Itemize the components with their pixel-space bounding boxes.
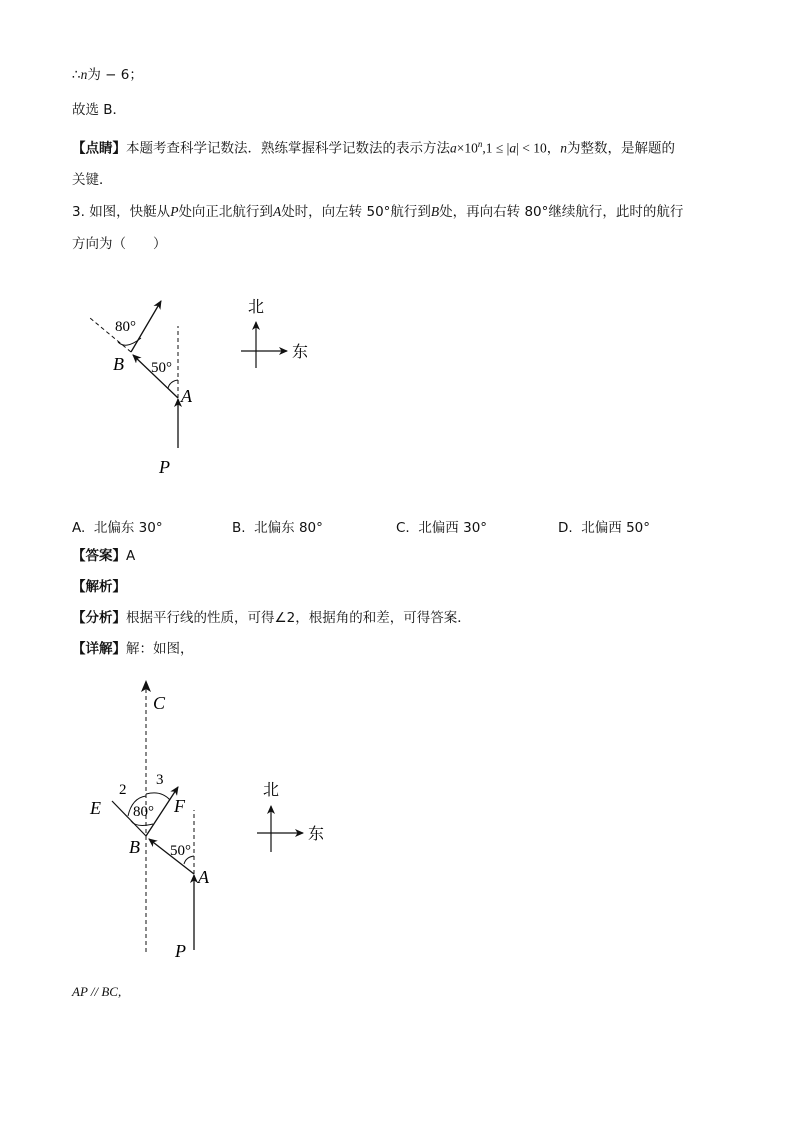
option-letter: C. xyxy=(396,520,410,536)
point-label-B: B xyxy=(129,837,140,857)
compass-1-east-label: 东 xyxy=(292,342,309,361)
point-label-B: B xyxy=(113,354,124,374)
text-line-2: 故选 B． xyxy=(72,102,127,118)
option-letter: B. xyxy=(232,520,246,536)
text-fragment: 为 − 6； xyxy=(87,67,143,83)
formula-a: a xyxy=(450,140,457,156)
question-3-line-2: 方向为（ ） xyxy=(72,236,167,252)
option-text: 北偏东 80° xyxy=(254,520,323,536)
dianjing-tag: 【点睛】 xyxy=(72,140,126,157)
answer-tag: 【答案】 xyxy=(72,548,126,564)
compass-2-east-label: 东 xyxy=(308,824,325,843)
compass-2-north-label: 北 xyxy=(263,780,280,799)
text-fragment: 处向正北航行到 xyxy=(178,204,273,220)
text-fragment: 为整数，是解题的 xyxy=(566,140,675,157)
compass-1-north-label: 北 xyxy=(248,297,265,316)
formula-end: | < 10 xyxy=(516,140,547,156)
point-label-A: A xyxy=(181,386,192,406)
angle-label-50: 50° xyxy=(151,360,172,376)
point-label-C: C xyxy=(153,693,166,713)
point-label-P: P xyxy=(159,457,170,477)
var-n: n xyxy=(80,67,88,82)
analysis-tag: 【解析】 xyxy=(72,579,126,595)
dianjing-text: 本题考查科学记数法．熟练掌握科学记数法的表示方法 xyxy=(126,140,450,157)
final-line: AP // BC, xyxy=(72,984,122,999)
text-fragment: ， xyxy=(546,140,561,157)
answer-value: A xyxy=(126,548,136,564)
point-label-E: E xyxy=(90,798,101,818)
formula-times: ×10 xyxy=(456,140,478,156)
angle-label-80: 80° xyxy=(115,319,136,335)
angle-label-3: 3 xyxy=(156,772,164,788)
text-fragment: 处时，向左转 50°航行到 xyxy=(281,204,431,220)
option-text: 北偏东 30° xyxy=(93,520,163,536)
option-text: 北偏西 30° xyxy=(418,520,488,536)
text-fragment: 如图，快艇从 xyxy=(89,204,171,220)
angle-arc-3 xyxy=(146,793,170,800)
text-line-4: 关键． xyxy=(72,172,113,188)
text-fragment: 处，再向右转 80°继续航行，此时的航行 xyxy=(439,204,684,220)
xiangjie-tag: 【详解】 xyxy=(72,641,126,657)
formula-sup: n xyxy=(477,139,483,149)
fenxi-tag: 【分析】 xyxy=(72,610,126,626)
point-label-P: P xyxy=(175,941,186,961)
point-label: P xyxy=(170,204,179,219)
angle-label-80: 80° xyxy=(133,804,154,820)
point-label-A: A xyxy=(198,867,209,887)
therefore-symbol: ∴ xyxy=(72,67,81,83)
option-text: 北偏西 50° xyxy=(581,520,651,536)
option-letter: A. xyxy=(72,520,86,536)
point-label-F: F xyxy=(174,796,185,816)
question-number: 3. xyxy=(72,204,85,220)
point-label: B xyxy=(430,204,440,219)
option-letter: D. xyxy=(558,520,573,536)
point-label: A xyxy=(272,204,282,219)
fenxi-text: 根据平行线的性质，可得∠2，根据角的和差，可得答案． xyxy=(126,610,471,626)
var-n: n xyxy=(560,140,567,156)
angle-label-2: 2 xyxy=(119,782,127,798)
formula-a2: a xyxy=(509,140,517,156)
formula-rest: ,1 ≤ | xyxy=(482,140,510,156)
angle-label-50: 50° xyxy=(170,843,191,859)
xiangjie-text: 解：如图， xyxy=(126,641,194,657)
